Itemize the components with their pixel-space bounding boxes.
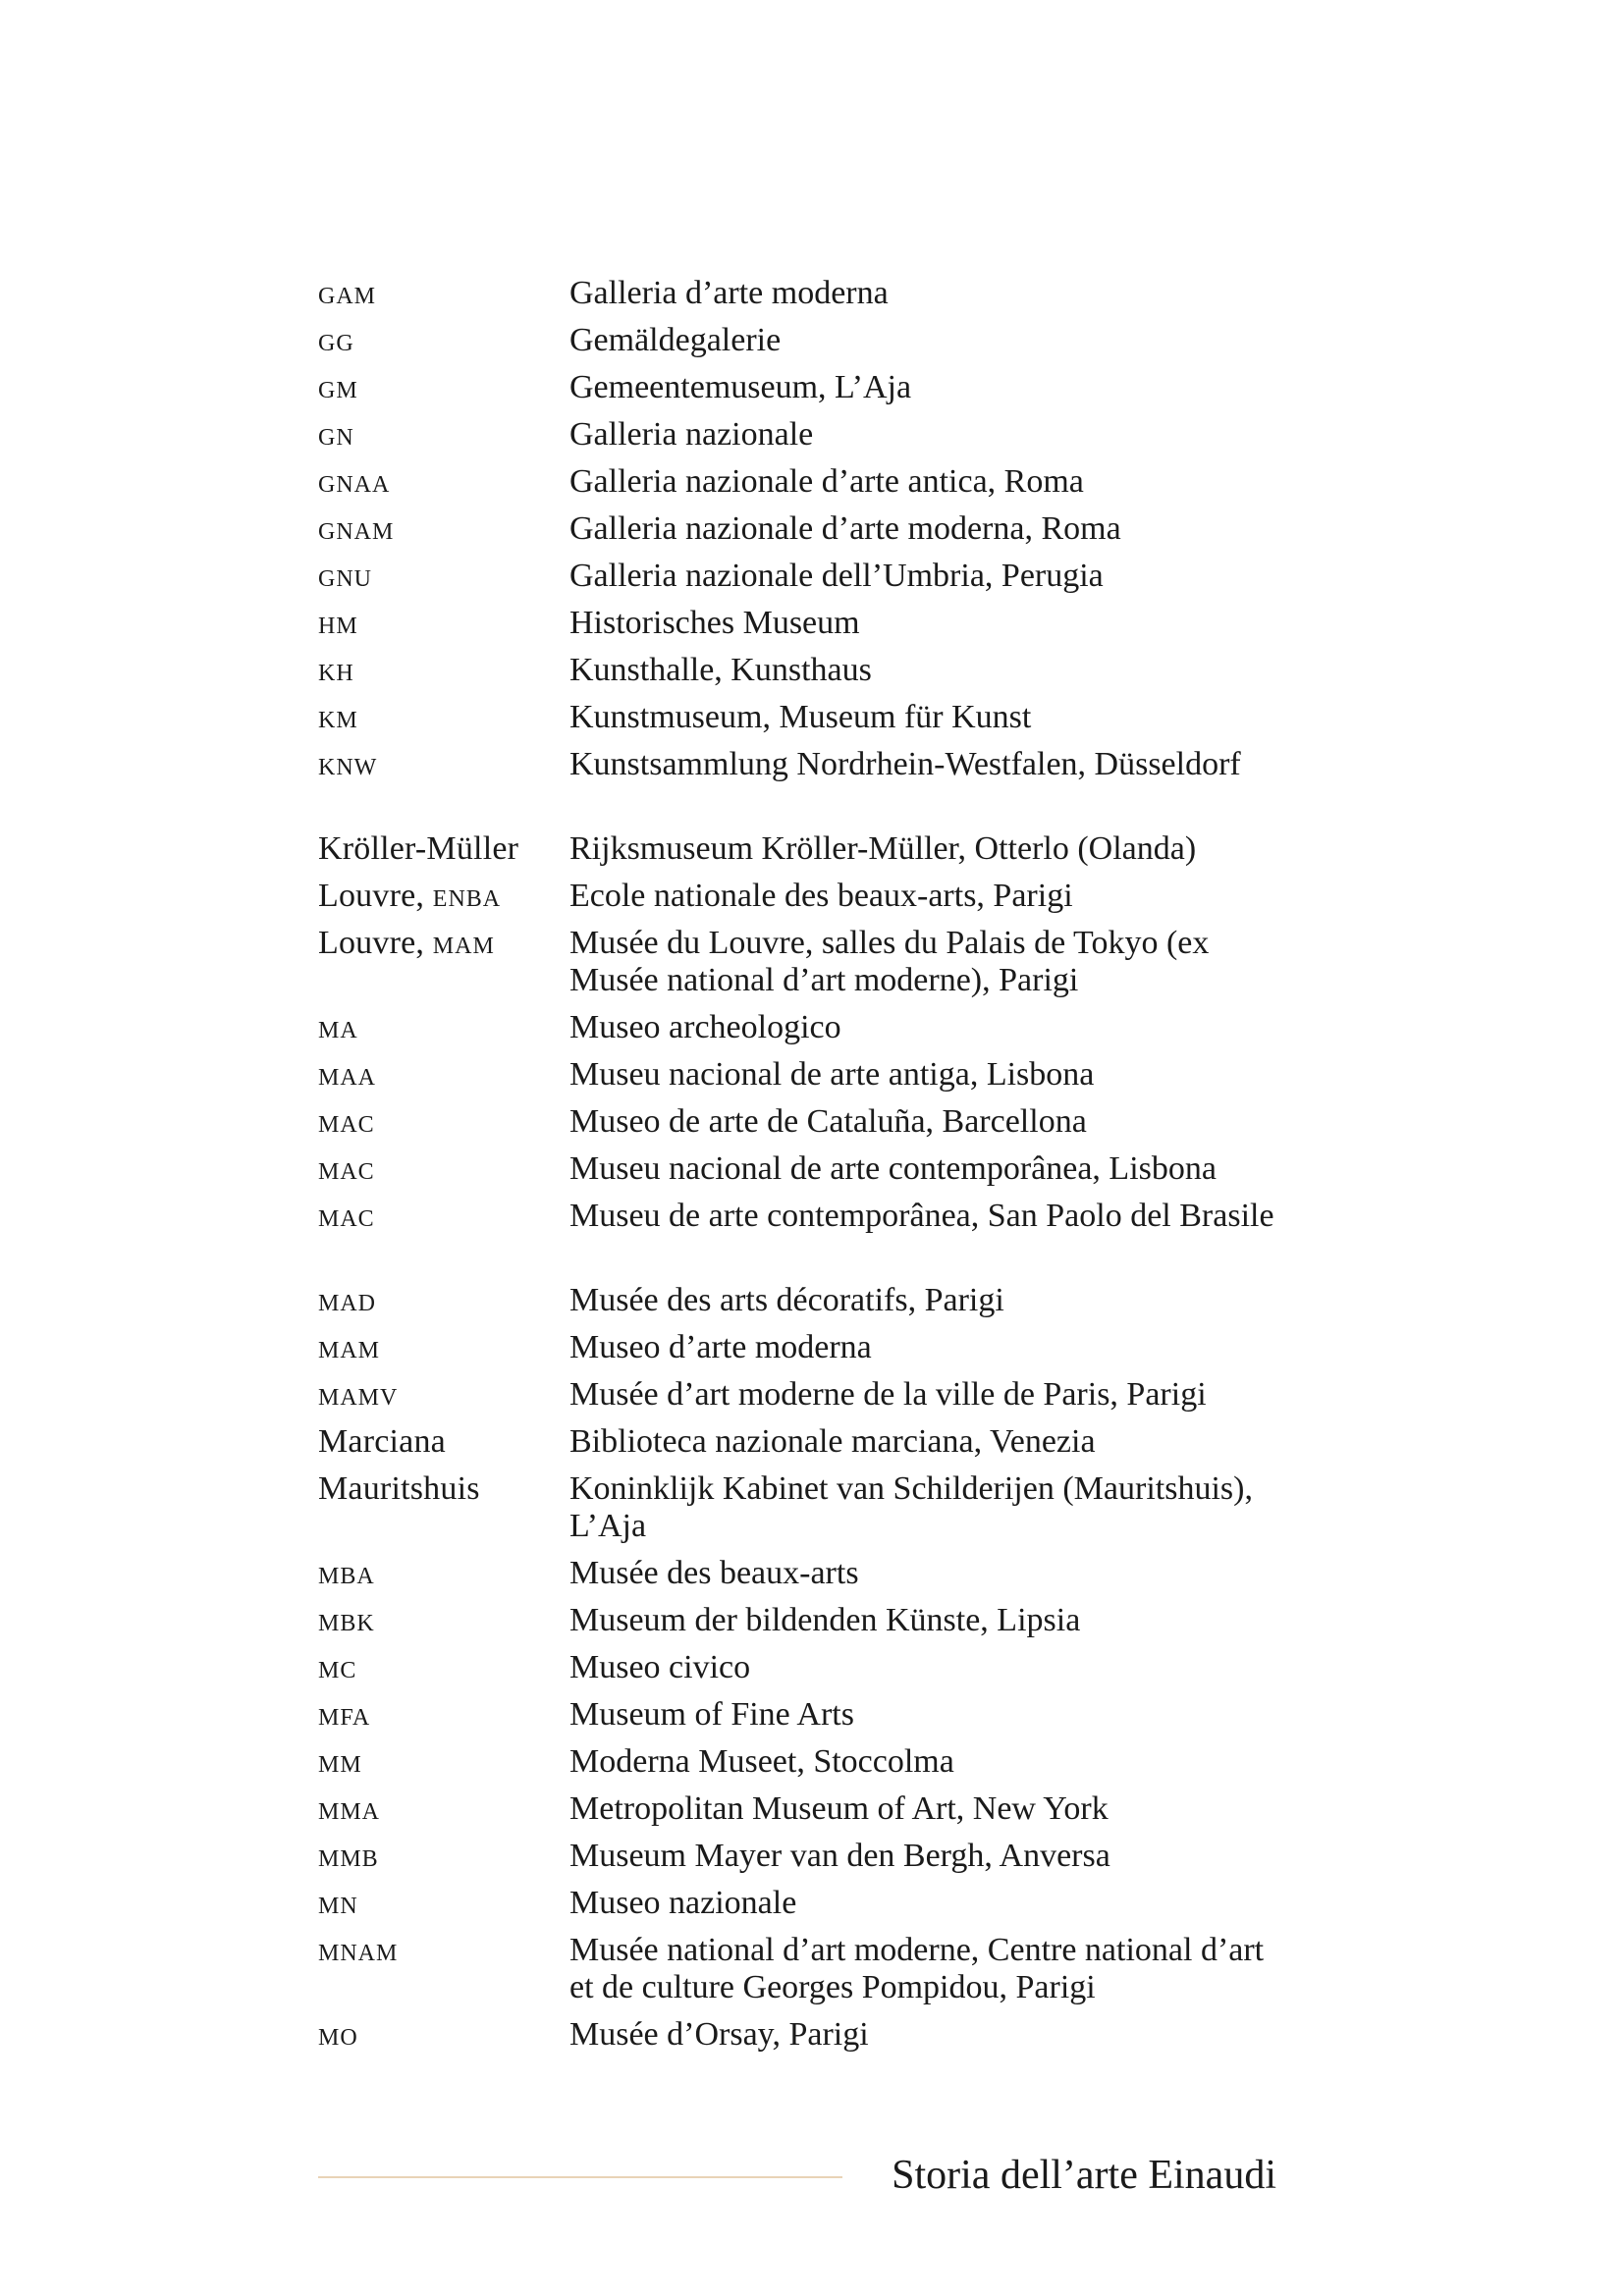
abbreviation-smallcaps: enba [432, 878, 502, 914]
description: Museum der bildenden Künste, Lipsia [569, 1602, 1081, 1638]
list-item [318, 1103, 1300, 1150]
list-item [318, 699, 1300, 746]
abbreviation-main: Louvre, [318, 878, 433, 914]
abbreviation: gm [318, 369, 358, 405]
list-item [318, 558, 1300, 605]
list-item [318, 830, 1300, 878]
abbreviation: mba [318, 1555, 375, 1591]
list-item [318, 1696, 1300, 1743]
abbreviation: mm [318, 1743, 362, 1780]
description: Galleria nazionale d’arte moderna, Roma [569, 510, 1121, 547]
description: Gemäldegalerie [569, 322, 782, 358]
abbreviation [318, 878, 564, 915]
description: Biblioteca nazionale marciana, Venezia [569, 1423, 1096, 1460]
list-item [318, 1009, 1300, 1056]
abbreviation: gnaa [318, 463, 391, 500]
description: Musée des beaux-arts [569, 1555, 859, 1591]
list-item [318, 1555, 1300, 1602]
abbreviation: mac [318, 1198, 375, 1234]
list-item [318, 925, 1300, 1009]
abbreviation: Mauritshuis [318, 1470, 480, 1507]
abbreviation: mma [318, 1790, 381, 1827]
description: Museum of Fine Arts [569, 1696, 854, 1733]
list-item [318, 463, 1300, 510]
description: Musée du Louvre, salles du Palais de Tokyo (ex Musée national d’art moderne), Parigi [569, 925, 1210, 998]
list-item [318, 1423, 1300, 1470]
list-item [318, 1649, 1300, 1696]
list-item [318, 1150, 1300, 1198]
publisher-footer: Storia dell’arte Einaudi [892, 2153, 1276, 2198]
abbreviation: mn [318, 1885, 358, 1921]
abbreviation: mac [318, 1103, 375, 1140]
description: Kunstsammlung Nordrhein-Westfalen, Düsseldorf [569, 746, 1241, 782]
list-item [318, 1376, 1300, 1423]
list-item [318, 1282, 1300, 1329]
description: Metropolitan Museum of Art, New York [569, 1790, 1109, 1827]
description: Museo archeologico [569, 1009, 841, 1045]
description: Museo nazionale [569, 1885, 797, 1921]
list-item [318, 1056, 1300, 1103]
abbreviation: km [318, 699, 358, 735]
list-item [318, 369, 1300, 416]
list-item [318, 746, 1300, 830]
abbreviation: maa [318, 1056, 377, 1093]
abbreviation: mam [318, 1329, 381, 1365]
abbreviation: gnam [318, 510, 395, 547]
list-item [318, 1790, 1300, 1838]
description: Kunstmuseum, Museum für Kunst [569, 699, 1032, 735]
abbreviation-smallcaps: mam [432, 925, 495, 961]
description: Kunsthalle, Kunsthaus [569, 652, 872, 688]
list-item [318, 322, 1300, 369]
list-item [318, 1743, 1300, 1790]
description: Museo civico [569, 1649, 751, 1685]
abbreviation: mad [318, 1282, 377, 1318]
list-item [318, 1932, 1300, 2016]
abbreviation: mnam [318, 1932, 399, 1968]
abbreviations-list [318, 275, 1300, 2063]
list-item [318, 652, 1300, 699]
description: Musée d’Orsay, Parigi [569, 2016, 869, 2053]
description: Galleria nazionale d’arte antica, Roma [569, 463, 1084, 500]
abbreviation: knw [318, 746, 378, 782]
description: Koninklijk Kabinet van Schilderijen (Mauritshuis), L’Aja [569, 1470, 1253, 1544]
list-item [318, 2016, 1300, 2063]
list-item [318, 275, 1300, 322]
list-item [318, 605, 1300, 652]
description: Musée d’art moderne de la ville de Paris, Parigi [569, 1376, 1207, 1413]
abbreviation: Kröller-Müller [318, 830, 519, 867]
abbreviation: gg [318, 322, 354, 358]
list-item [318, 1602, 1300, 1649]
description: Galleria nazionale [569, 416, 814, 453]
abbreviation: mc [318, 1649, 357, 1685]
abbreviation-main: Louvre, [318, 925, 433, 961]
abbreviation: mo [318, 2016, 358, 2053]
abbreviation: Marciana [318, 1423, 446, 1460]
description: Museum Mayer van den Bergh, Anversa [569, 1838, 1110, 1874]
list-item [318, 878, 1300, 925]
list-item [318, 1198, 1300, 1282]
description: Musée des arts décoratifs, Parigi [569, 1282, 1004, 1318]
description: Rijksmuseum Kröller-Müller, Otterlo (Olanda) [569, 830, 1197, 867]
list-item [318, 1470, 1300, 1555]
description: Moderna Museet, Stoccolma [569, 1743, 954, 1780]
footer-divider [318, 2176, 842, 2178]
description: Museu de arte contemporânea, San Paolo del Brasile [569, 1198, 1274, 1234]
description: Galleria nazionale dell’Umbria, Perugia [569, 558, 1104, 594]
abbreviation: mfa [318, 1696, 371, 1733]
abbreviation [318, 925, 564, 962]
abbreviation: kh [318, 652, 354, 688]
description: Museo d’arte moderna [569, 1329, 872, 1365]
list-item [318, 1329, 1300, 1376]
abbreviation: gnu [318, 558, 372, 594]
list-item [318, 416, 1300, 463]
description: Museu nacional de arte antiga, Lisbona [569, 1056, 1095, 1093]
description: Galleria d’arte moderna [569, 275, 889, 311]
description: Museo de arte de Cataluña, Barcellona [569, 1103, 1087, 1140]
abbreviation: mamv [318, 1376, 399, 1413]
description: Gemeentemuseum, L’Aja [569, 369, 912, 405]
abbreviation: gn [318, 416, 354, 453]
abbreviation: hm [318, 605, 358, 641]
list-item [318, 510, 1300, 558]
list-item [318, 1885, 1300, 1932]
description: Historisches Museum [569, 605, 860, 641]
description: Museu nacional de arte contemporânea, Lisbona [569, 1150, 1217, 1187]
list-item [318, 1838, 1300, 1885]
abbreviation: gam [318, 275, 377, 311]
abbreviation: mbk [318, 1602, 375, 1638]
abbreviation: mmb [318, 1838, 379, 1874]
abbreviation: ma [318, 1009, 358, 1045]
description: Ecole nationale des beaux-arts, Parigi [569, 878, 1073, 914]
abbreviation: mac [318, 1150, 375, 1187]
description: Musée national d’art moderne, Centre national d’art et de culture Georges Pompidou, Parigi [569, 1932, 1265, 2005]
